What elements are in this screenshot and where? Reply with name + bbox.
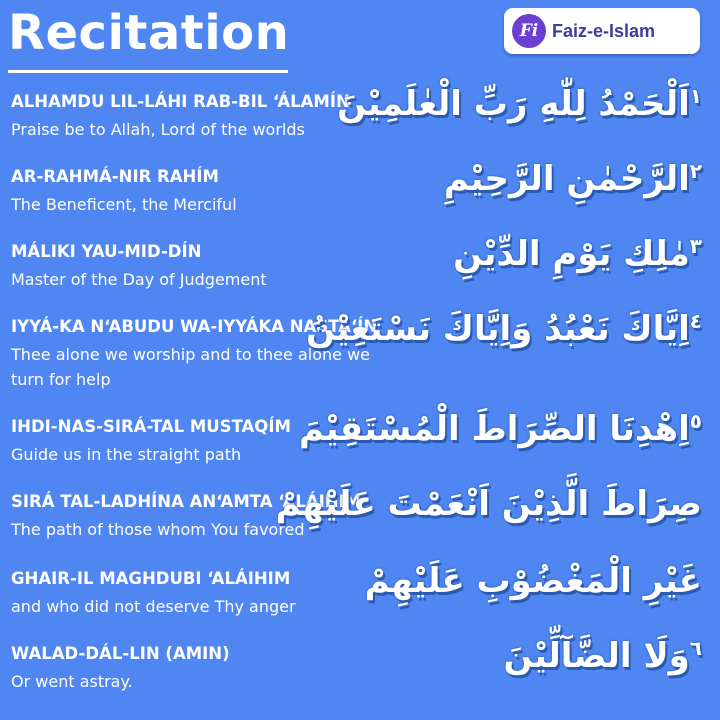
verse-transliteration: GHAIR-IL MAGHDUBI ‘ALÁIHIM [11, 569, 291, 588]
arabic-text: اِيَّاكَ نَعْبُدُ وَاِيَّاكَ نَسْتَعِيْنُ [306, 309, 690, 349]
verse-arabic [337, 84, 708, 124]
title-underline [8, 70, 288, 73]
verse-1 [0, 84, 720, 158]
page-title: Recitation [8, 5, 290, 61]
verse-arabic [444, 159, 708, 199]
verse-translation: Guide us in the straight path [11, 445, 242, 464]
verse-arabic [365, 561, 708, 601]
header [0, 0, 720, 80]
verse-translation: and who did not deserve Thy anger [11, 597, 296, 616]
arabic-text: وَلَا الضَّآلِّيْنَ [503, 636, 690, 676]
ayah-number: ٢ [689, 159, 702, 183]
arabic-text: الرَّحْمٰنِ الرَّحِيْمِ [443, 159, 690, 199]
logo-text: Faiz-e-Islam [552, 20, 656, 41]
verse-translation: Or went astray. [11, 672, 133, 691]
arabic-text: مٰلِكِ يَوْمِ الدِّيْنِ [453, 234, 690, 274]
arabic-text: غَيْرِ الْمَغْضُوْبِ عَلَيْهِمْ [364, 561, 702, 601]
ayah-number: ٤ [689, 309, 702, 333]
verse-transliteration: SIRÁ TAL-LADHÍNA AN‘AMTA ‘ALÁIHIM [11, 492, 362, 511]
verse-2 [0, 159, 720, 233]
verse-8 [0, 636, 720, 710]
verse-transliteration: ALHAMDU LIL-LÁHI RAB-BIL ‘ÁLAMÍN [11, 92, 350, 111]
verse-arabic [306, 309, 708, 349]
verse-3 [0, 234, 720, 308]
verse-arabic [453, 234, 708, 274]
logo-mark-icon: Fi [512, 14, 546, 48]
verse-transliteration: AR-RAHMÁ-NIR RAHÍM [11, 167, 219, 186]
verse-transliteration: MÁLIKI YAU-MID-DÍN [11, 242, 202, 261]
arabic-text: اَلْحَمْدُ لِلّٰهِ رَبِّ الْعٰلَمِيْنَ [337, 84, 690, 124]
ayah-number: ١ [689, 84, 702, 108]
verse-transliteration: WALAD-DÁL-LIN (AMIN) [11, 644, 230, 663]
verse-arabic [276, 484, 708, 524]
brand-logo [504, 8, 700, 54]
ayah-number: ٦ [689, 636, 702, 660]
ayah-number: ٥ [689, 409, 702, 433]
verse-translation: Master of the Day of Judgement [11, 270, 267, 289]
verse-arabic [504, 636, 708, 676]
verse-transliteration: IYYÁ-KA N‘ABUDU WA-IYYÁKA NASTA‘ÍN [11, 317, 378, 336]
verse-translation: The path of those whom You favored [11, 520, 305, 539]
ayah-number: ٣ [689, 234, 702, 258]
verse-4 [0, 309, 720, 389]
verse-7 [0, 561, 720, 635]
verse-5 [0, 409, 720, 483]
arabic-text: اِهْدِنَا الصِّرَاطَ الْمُسْتَقِيْمَ [298, 409, 690, 449]
verse-transliteration: IHDI-NAS-SIRÁ-TAL MUSTAQÍM [11, 417, 291, 436]
verse-translation: The Beneficent, the Merciful [11, 195, 237, 214]
verse-arabic [299, 409, 708, 449]
verse-6 [0, 484, 720, 558]
verse-translation: Praise be to Allah, Lord of the worlds [11, 120, 305, 139]
arabic-text: صِرَاطَ الَّذِيْنَ اَنْعَمْتَ عَلَيْهِمْ [275, 484, 702, 524]
verse-translation: Thee alone we worship and to thee alone we turn for help [11, 345, 370, 389]
